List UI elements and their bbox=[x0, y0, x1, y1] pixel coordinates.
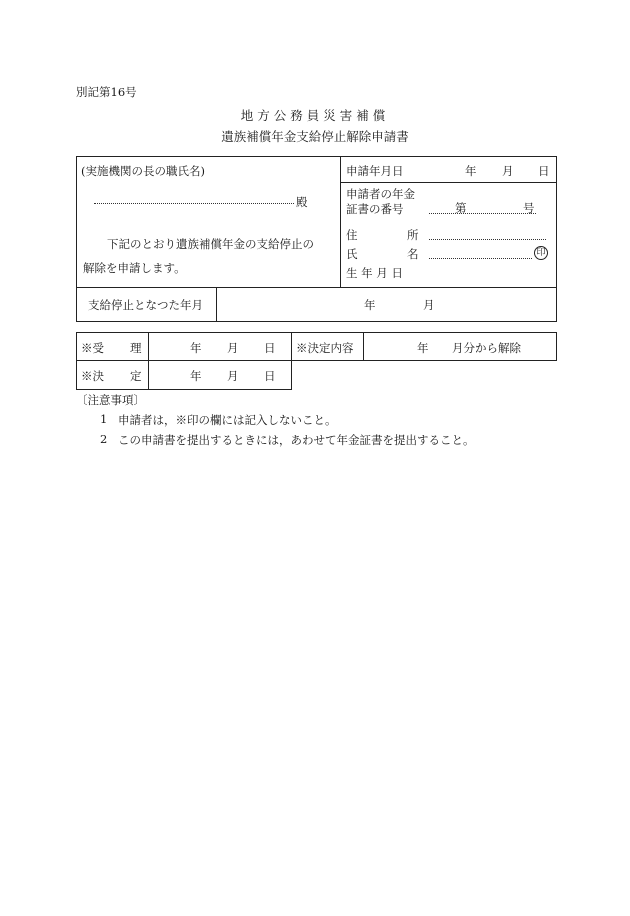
receipt-day-unit: 日 bbox=[264, 341, 276, 355]
receipt-year-unit: 年 bbox=[190, 341, 202, 355]
suspension-date-label: 支給停止となつた年月 bbox=[88, 298, 203, 312]
address-field[interactable] bbox=[429, 239, 546, 240]
honorific-text: 殿 bbox=[296, 195, 308, 209]
application-day-unit: 日 bbox=[538, 164, 550, 178]
decision-day-unit: 日 bbox=[264, 369, 276, 383]
note-text: 申請者は，※印の欄には記入しないこと。 bbox=[118, 413, 337, 427]
suspension-year-unit: 年 bbox=[364, 298, 376, 312]
pension-cert-label-2: 証書の番号 bbox=[346, 202, 404, 216]
decision-result-suffix: 月分から解除 bbox=[452, 341, 521, 355]
application-year-unit: 年 bbox=[465, 164, 477, 178]
application-date-label: 申請年月日 bbox=[346, 164, 404, 178]
name-label-char1: 氏 bbox=[346, 247, 358, 261]
decision-year-unit: 年 bbox=[190, 369, 202, 383]
notes-header: 〔注意事項〕 bbox=[76, 393, 145, 407]
note-number: 2 bbox=[100, 432, 108, 446]
decision-result-label: ※決定内容 bbox=[296, 341, 354, 355]
address-label-char1: 住 bbox=[346, 228, 358, 242]
cert-dai-text: 第 bbox=[455, 201, 467, 215]
decision-label-char2: 定 bbox=[130, 369, 142, 383]
official-title-label: (実施機関の長の職氏名) bbox=[81, 164, 205, 178]
decision-label-char1: ※決 bbox=[81, 369, 104, 383]
request-text-line1: 下記のとおり遺族補償年金の支給停止の bbox=[107, 237, 314, 251]
cert-go-text: 号 bbox=[523, 201, 535, 215]
stop-row-divider bbox=[216, 287, 217, 322]
form-title-line2: 遺族補償年金支給停止解除申請書 bbox=[221, 129, 409, 144]
suspension-month-unit: 月 bbox=[423, 298, 435, 312]
form-number: 別記第16号 bbox=[76, 85, 137, 99]
office-row2-border bbox=[76, 360, 292, 390]
pension-cert-number-field[interactable] bbox=[429, 213, 536, 214]
note-text: この申請書を提出するときには，あわせて年金証書を提出すること。 bbox=[118, 433, 475, 447]
column-divider bbox=[340, 156, 341, 287]
seal-mark: 印 bbox=[534, 246, 548, 260]
form-title-line1: 地方公務員災害補償 bbox=[240, 108, 390, 123]
name-field[interactable] bbox=[429, 258, 532, 259]
receipt-label-char1: ※受 bbox=[81, 341, 104, 355]
row-divider-date bbox=[340, 182, 557, 183]
address-label-char2: 所 bbox=[407, 228, 419, 242]
name-label-char2: 名 bbox=[407, 247, 419, 261]
decision-result-year-unit: 年 bbox=[417, 341, 429, 355]
receipt-month-unit: 月 bbox=[227, 341, 239, 355]
note-number: 1 bbox=[100, 412, 108, 426]
recipient-name-field[interactable] bbox=[94, 203, 294, 204]
birth-date-label: 生 年 月 日 bbox=[346, 266, 403, 280]
request-text-line2: 解除を申請します。 bbox=[83, 261, 186, 275]
decision-month-unit: 月 bbox=[227, 369, 239, 383]
pension-cert-label-1: 申請者の年金 bbox=[346, 187, 415, 201]
office-mid-divider bbox=[291, 332, 292, 361]
office-label-divider bbox=[148, 332, 149, 390]
row-divider-stop bbox=[76, 287, 557, 288]
application-month-unit: 月 bbox=[502, 164, 514, 178]
office-result-divider bbox=[363, 332, 364, 361]
receipt-label-char2: 理 bbox=[130, 341, 142, 355]
